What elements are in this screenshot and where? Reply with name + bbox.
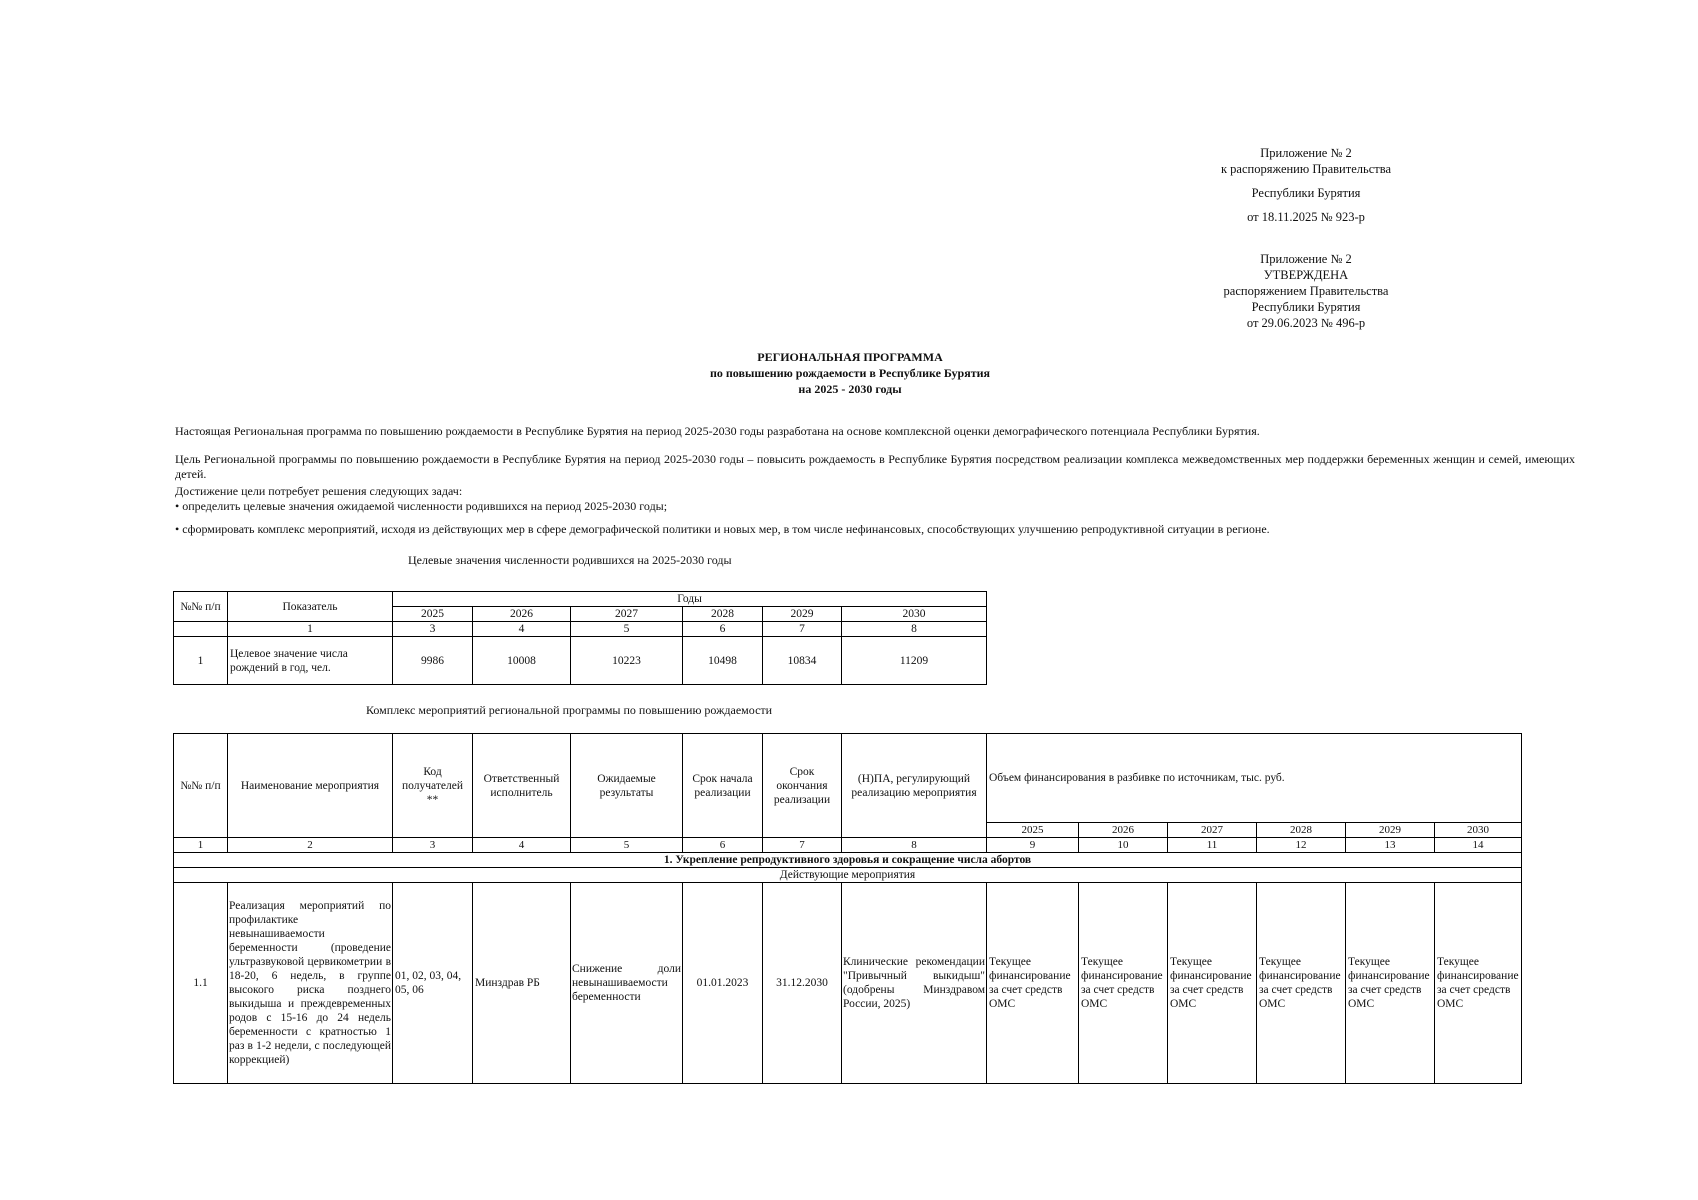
value-cell: 10498	[683, 637, 763, 685]
column-number-cell: 12	[1257, 838, 1346, 853]
header-cell: Показатель	[228, 592, 393, 622]
column-number-cell: 3	[393, 622, 473, 637]
header-cell: Срок начала реализации	[683, 734, 763, 838]
year-cell: 2027	[571, 607, 683, 622]
start-date-cell: 01.01.2023	[683, 883, 763, 1084]
column-number-cell: 8	[842, 838, 987, 853]
row-number-cell: 1.1	[174, 883, 228, 1084]
column-number-cell: 6	[683, 838, 763, 853]
funding-cell: Текущее финансирование за счет средств ОМС	[1346, 883, 1435, 1084]
approval-line: распоряжением Правительства	[1223, 284, 1389, 298]
value-cell: 10834	[763, 637, 842, 685]
year-cell: 2026	[1079, 823, 1168, 838]
measures-table	[173, 733, 1522, 1084]
year-cell: 2029	[763, 607, 842, 622]
column-number-cell: 7	[763, 838, 842, 853]
tasks-block	[175, 484, 1575, 514]
column-number-cell: 10	[1079, 838, 1168, 853]
year-cell: 2026	[473, 607, 571, 622]
measure-name-cell: Реализация мероприятий по профилактике невынашиваемости беременности (проведение ультразвуковой цервикометрии в 18-20, 6 недель, в группе высокого риска позднего выкидыша и преждевременных родов с 15-16 до 24 недель беременности с кратностью 1 раз в 1-2 недели, с последующей коррекцией)	[228, 883, 393, 1084]
column-number-cell: 9	[987, 838, 1079, 853]
approval-line: к распоряжению Правительства	[1220, 162, 1391, 176]
title-line: на 2025 - 2030 годы	[798, 382, 902, 396]
approval-line: Приложение № 2	[1260, 146, 1352, 160]
approval-line: от 29.06.2023 № 496-р	[1246, 316, 1366, 330]
section-title: 1. Укрепление репродуктивного здоровья и сокращение числа абортов	[174, 853, 1522, 868]
column-number-cell: 3	[393, 838, 473, 853]
funding-cell: Текущее финансирование за счет средств ОМС	[1435, 883, 1522, 1084]
column-number-cell: 7	[763, 622, 842, 637]
table-row	[174, 883, 1522, 1084]
approval-line: Республики Бурятия	[1251, 300, 1361, 314]
header-cell: Наименование мероприятия	[228, 734, 393, 838]
value-cell: 10008	[473, 637, 571, 685]
funding-cell: Текущее финансирование за счет средств ОМС	[1079, 883, 1168, 1084]
approval-line: Приложение № 2	[1260, 252, 1352, 266]
column-number-cell	[174, 622, 228, 637]
targets-table	[173, 591, 987, 685]
column-number-cell: 4	[473, 622, 571, 637]
column-number-cell: 11	[1168, 838, 1257, 853]
recipient-code-cell: 01, 02, 03, 04, 05, 06	[393, 883, 473, 1084]
column-number-cell: 4	[473, 838, 571, 853]
results-cell: Снижение доли невынашиваемости беременности	[571, 883, 683, 1084]
year-cell: 2025	[393, 607, 473, 622]
column-number-cell: 5	[571, 622, 683, 637]
header-cell: №№ п/п	[174, 592, 228, 622]
year-cell: 2030	[1435, 823, 1522, 838]
column-number-row	[174, 622, 987, 637]
approval-line: УТВЕРЖДЕНА	[1263, 268, 1349, 282]
column-number-cell: 6	[683, 622, 763, 637]
year-cell: 2025	[987, 823, 1079, 838]
task-item: • сформировать комплекс мероприятий, исходя из действующих мер в сфере демографической политики и новых мер, в том числе нефинансовых, способствующих улучшению репродуктивной ситуации в регионе.	[175, 522, 1270, 536]
table-header-row	[174, 734, 1522, 823]
approval-line: Республики Бурятия	[1251, 186, 1361, 200]
column-number-cell: 8	[842, 622, 987, 637]
title-line: по повышению рождаемости в Республике Бурятия	[709, 366, 991, 380]
end-date-cell: 31.12.2030	[763, 883, 842, 1084]
column-number-cell: 5	[571, 838, 683, 853]
value-cell: 9986	[393, 637, 473, 685]
column-number-cell: 1	[174, 838, 228, 853]
title-line: РЕГИОНАЛЬНАЯ ПРОГРАММА	[757, 350, 943, 364]
header-cell: Срок окончания реализации	[763, 734, 842, 838]
value-cell: 10223	[571, 637, 683, 685]
table-header-row	[174, 592, 987, 607]
npa-cell: Клинические рекомендации "Привычный выкидыш" (одобрены Минздравом России, 2025)	[842, 883, 987, 1084]
column-number-cell: 1	[228, 622, 393, 637]
approval-line: от 18.11.2025 № 923-р	[1247, 210, 1365, 224]
year-cell: 2028	[683, 607, 763, 622]
funding-cell: Текущее финансирование за счет средств ОМС	[1168, 883, 1257, 1084]
header-cell: Объем финансирования в разбивке по источникам, тыс. руб.	[987, 734, 1522, 823]
row-number-cell: 1	[174, 637, 228, 685]
targets-caption: Целевые значения численности родившихся на 2025-2030 годы	[408, 553, 732, 567]
section-row	[174, 853, 1522, 868]
year-cell: 2027	[1168, 823, 1257, 838]
measures-caption: Комплекс мероприятий региональной программы по повышению рождаемости	[366, 703, 773, 717]
task-item: • определить целевые значения ожидаемой численности родившихся на период 2025-2030 годы;	[175, 499, 668, 513]
header-cell: Годы	[393, 592, 987, 607]
column-number-cell: 14	[1435, 838, 1522, 853]
column-number-cell: 2	[228, 838, 393, 853]
indicator-cell: Целевое значение числа рождений в год, чел.	[228, 637, 393, 685]
year-cell: 2028	[1257, 823, 1346, 838]
intro-paragraph: Настоящая Региональная программа по повышению рождаемости в Республике Бурятия на период 2025-2030 годы разработана на основе комплексной оценки демографического потенциала Республики Бурятия.	[175, 424, 1260, 438]
header-cell: №№ п/п	[174, 734, 228, 838]
subsection-title: Действующие мероприятия	[174, 868, 1522, 883]
column-number-row	[174, 838, 1522, 853]
header-cell: (Н)ПА, регулирующий реализацию мероприятия	[842, 734, 987, 838]
funding-cell: Текущее финансирование за счет средств ОМС	[1257, 883, 1346, 1084]
header-cell: Ответственный исполнитель	[473, 734, 571, 838]
column-number-cell: 13	[1346, 838, 1435, 853]
document-title	[400, 349, 1300, 397]
table-row	[174, 637, 987, 685]
subsection-row	[174, 868, 1522, 883]
value-cell: 11209	[842, 637, 987, 685]
year-cell: 2030	[842, 607, 987, 622]
funding-cell: Текущее финансирование за счет средств ОМС	[987, 883, 1079, 1084]
goal-paragraph: Цель Региональной программы по повышению рождаемости в Республике Бурятия на период 2025-2030 годы – повысить рождаемость в Республике Бурятия посредством реализации комплекса межведомственных мер поддержки беременных женщин и семей, имеющих детей.	[175, 452, 1575, 481]
approval-block-original	[1170, 251, 1442, 331]
executor-cell: Минздрав РБ	[473, 883, 571, 1084]
tasks-intro: Достижение цели потребует решения следующих задач:	[175, 484, 463, 498]
header-cell: Ожидаемые результаты	[571, 734, 683, 838]
year-cell: 2029	[1346, 823, 1435, 838]
approval-block-current	[1170, 145, 1442, 225]
header-cell: Код получателей **	[393, 734, 473, 838]
